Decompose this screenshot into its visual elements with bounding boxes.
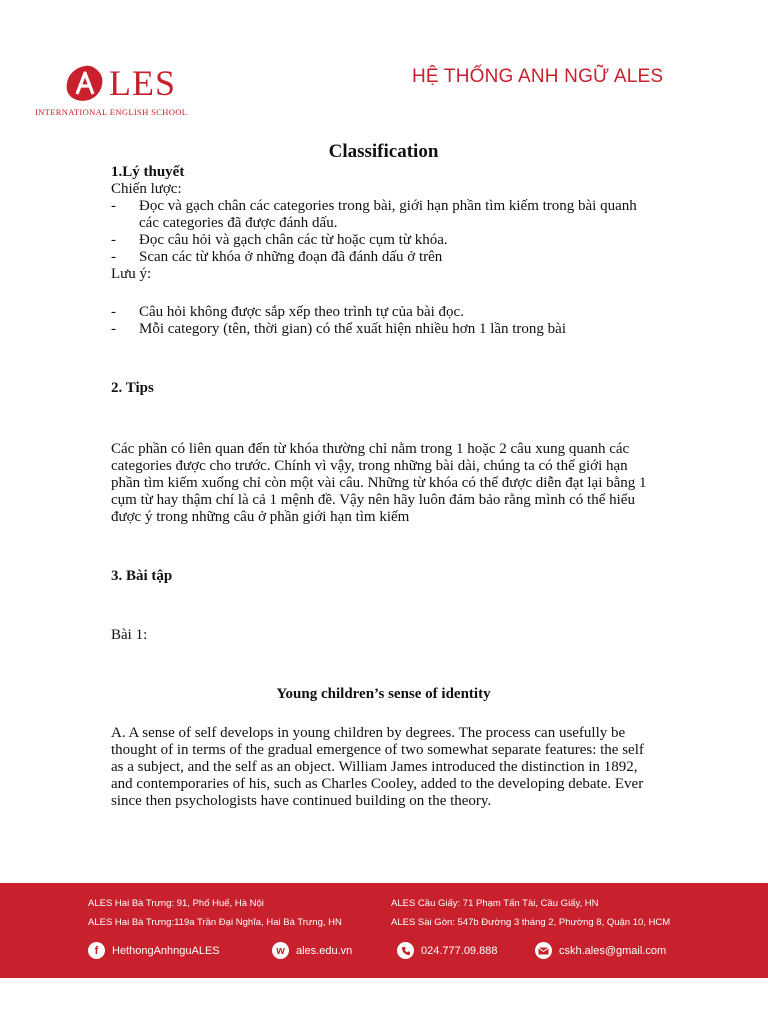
section-heading-exercise: 3. Bài tập [111,568,173,584]
exercise-label: Bài 1: [111,627,148,643]
section-heading-tips: 2. Tips [111,380,154,396]
tips-paragraph: Các phần có liên quan đến từ khóa thường chỉ nằm trong 1 hoặc 2 câu xung quanh các categories được cho trước. Chính vì vậy, trong những bài dài, chúng ta có thể giới hạn phần tìm kiếm xuống chỉ còn một vài câu. Những từ khóa có thể được diễn đạt lại bằng 1 cụm từ hay thậm chí là cả 1 mệnh đề. Vậy nên hãy luôn đảm bảo rằng mình có thể hiểu được ý trong những câu ở phần giới hạn tìm kiếm [111,441,647,525]
section-heading-theory: 1.Lý thuyết [111,164,185,180]
note-label: Lưu ý: [111,266,152,282]
phone-link[interactable]: 024.777.09.888 [397,942,497,959]
facebook-link[interactable]: f HethongAnhnguALES [88,942,220,959]
list-item: - Scan các từ khóa ở những đoạn đã đánh dấu ở trên [111,249,443,265]
system-title: HỆ THỐNG ANH NGỮ ALES [412,66,664,87]
page-header [0,0,768,130]
phone-icon [397,942,414,959]
list-item: - Mỗi category (tên, thời gian) có thể xuất hiện nhiều hơn 1 lần trong bài [111,321,567,337]
list-item: - Đọc câu hỏi và gạch chân các từ hoặc cụm từ khóa. [111,232,448,248]
facebook-icon: f [88,942,105,959]
list-item: - Đọc và gạch chân các categories trong bài, giới hạn phần tìm kiếm trong bài quanh các categories đã được đánh dấu. [111,198,637,231]
list-item: - Câu hỏi không được sắp xếp theo trình tự của bài đọc. [111,304,464,320]
passage-title: Young children’s sense of identity [276,686,491,702]
email-link[interactable]: cskh.ales@gmail.com [535,942,666,959]
web-icon: w [272,942,289,959]
address-4: ALES Sài Gòn: 547b Đường 3 tháng 2, Phường 8, Quận 10, HCM [391,917,671,928]
logo-word: LES [109,63,177,103]
ales-logo [35,62,195,122]
logo-subtitle: INTERNATIONAL ENGLISH SCHOOL [35,107,188,117]
strategy-label: Chiến lược: [111,181,182,197]
page-title: Classification [328,141,439,162]
document-body [111,140,656,810]
address-1: ALES Hai Bà Trưng: 91, Phố Huế, Hà Nội [88,898,264,909]
logo-a-mark-icon [63,64,107,104]
page-footer [0,883,768,978]
passage-paragraph-a: A. A sense of self develops in young children by degrees. The process can usefully be thought of in terms of the gradual emergence of two somewhat separate features: the self as a subject, and the self as an object. William James introduced the distinction in 1892, and contemporaries of his, such as Charles Cooley, added to the developing debate. Ever since then psychologists have continued building on the theory. [111,725,644,809]
mail-icon [535,942,552,959]
address-3: ALES Cầu Giấy: 71 Phạm Tấn Tài, Cầu Giấy, HN [391,898,599,909]
address-2: ALES Hai Bà Trưng:119a Trần Đại Nghĩa, Hai Bà Trưng, HN [88,917,342,928]
website-link[interactable]: w ales.edu.vn [272,942,352,959]
